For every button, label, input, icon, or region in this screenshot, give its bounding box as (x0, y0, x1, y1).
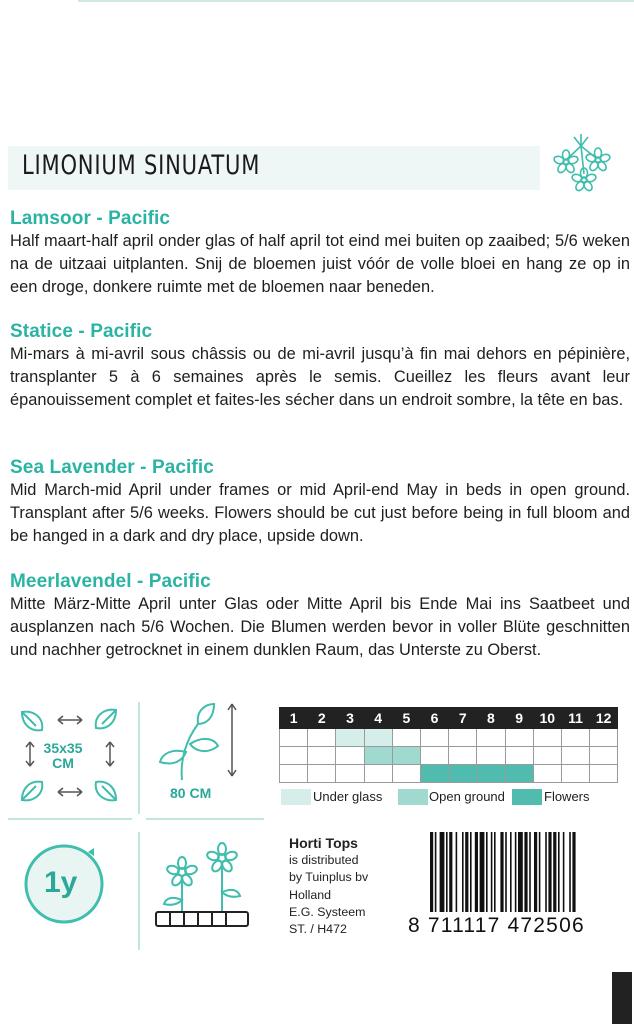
month-header: 12 (590, 708, 618, 729)
barcode-bar (529, 832, 531, 912)
legend-swatch (512, 789, 542, 805)
section-title: Lamsoor - Pacific (10, 208, 171, 229)
calendar-cell (533, 729, 561, 747)
height-label: 80 CM (170, 785, 212, 801)
calendar-cell (561, 729, 589, 747)
barcode-bar (510, 832, 512, 912)
calendar-row-under-glass (280, 729, 618, 747)
calendar-cell (561, 765, 589, 783)
barcode-bar (545, 832, 547, 912)
calendar-cell (364, 765, 392, 783)
legend-label: Flowers (544, 789, 590, 804)
barcode-bar (558, 832, 560, 912)
legend-label: Under glass (313, 789, 383, 804)
barcode-bar (505, 832, 507, 912)
calendar-cell (449, 729, 477, 747)
barcode-bar (430, 832, 433, 912)
barcode-bar (548, 832, 551, 912)
barcode-bar (449, 832, 452, 912)
barcode-bar (518, 832, 523, 912)
barcode-bar (500, 832, 503, 912)
brand-name: Horti Tops (289, 835, 358, 851)
legend-label: Open ground (429, 789, 505, 804)
calendar-row-flowers (280, 765, 618, 783)
calendar-cell (308, 729, 336, 747)
seedling-tray-icon (152, 836, 252, 936)
distributor-line: by Tuinplus bv (289, 870, 369, 885)
product-title: LIMONIUM SINUATUM (22, 150, 261, 181)
section-german (10, 570, 630, 661)
calendar-row-open-ground (280, 747, 618, 765)
spacing-label: 35x35 CM (43, 740, 83, 771)
month-header: 8 (477, 708, 505, 729)
panel-divider (146, 818, 264, 820)
month-header: 1 (280, 708, 308, 729)
panel-divider (138, 832, 140, 950)
barcode-bar (446, 832, 448, 912)
edge-mark (612, 972, 632, 1024)
section-title: Statice - Pacific (10, 321, 153, 342)
panel-divider (8, 818, 132, 820)
sowing-calendar (279, 707, 618, 783)
calendar-cell (590, 747, 618, 765)
calendar-cell (477, 747, 505, 765)
calendar-cell (420, 729, 448, 747)
distributor-line: is distributed (289, 853, 359, 868)
barcode-bar (465, 832, 468, 912)
calendar-cell (590, 729, 618, 747)
barcode-bar (470, 832, 472, 912)
section-text: Mid March-mid April under frames or mid April-end May in beds in open ground. Transplant after 5/6 weeks. Flowers should be cut just before being in full bloom and be hanged in a dark and dry place, upside down. (10, 481, 630, 545)
section-title: Meerlavendel - Pacific (10, 571, 211, 592)
section-title: Sea Lavender - Pacific (10, 457, 214, 478)
section-french (10, 320, 630, 411)
calendar-cell (392, 729, 420, 747)
legend-swatch (281, 789, 311, 805)
distributor-line: ST. / H472 (289, 922, 347, 937)
month-header: 4 (364, 708, 392, 729)
month-header: 11 (561, 708, 589, 729)
calendar-cell (280, 765, 308, 783)
section-text: Mi-mars à mi-avril sous châssis ou de mi-avril jusqu’à fin mai dehors en pépinière, transplanter 5 à 6 semaines après le semis. Cueillez les fleurs avant leur épanouissement complet et faites-les sécher dans un endroit sombre, la tête en bas. (10, 345, 630, 409)
barcode-bar (563, 832, 565, 912)
barcode-bar (539, 832, 541, 912)
flower-logo-icon (548, 132, 614, 198)
barcode-bar (553, 832, 556, 912)
calendar-cell (280, 747, 308, 765)
month-header: 5 (392, 708, 420, 729)
barcode-bar (486, 832, 488, 912)
barcode-bar (534, 832, 537, 912)
calendar-cell (505, 765, 533, 783)
calendar-cell (561, 747, 589, 765)
barcode-bar (494, 832, 496, 912)
month-header: 7 (449, 708, 477, 729)
top-divider-line (78, 0, 634, 2)
panel-divider (138, 702, 140, 814)
calendar-cell (505, 747, 533, 765)
barcode-bar (456, 832, 458, 912)
month-header: 3 (336, 708, 364, 729)
barcode-bar (435, 832, 437, 912)
legend-swatch (398, 789, 428, 805)
barcode-bar (515, 832, 517, 912)
calendar-cell (392, 765, 420, 783)
calendar-cell (280, 729, 308, 747)
distributor-line: E.G. Systeem (289, 904, 366, 919)
barcode-bar (524, 832, 527, 912)
month-header: 6 (420, 708, 448, 729)
month-header: 2 (308, 708, 336, 729)
calendar-cell (590, 765, 618, 783)
calendar-cell (308, 747, 336, 765)
barcode-bar (462, 832, 464, 912)
distributor-info (289, 835, 368, 938)
plant-height-icon (152, 700, 248, 784)
barcode (428, 832, 626, 916)
calendar-cell (449, 765, 477, 783)
section-text: Half maart-half april onder glas of half april tot eind mei buiten op zaaibed; 5/6 weken na de uitzaai uitplanten. Snij de bloemen juist vóór de volle bloei en hang ze op in een droge, donkere ruimte met de bloemen naar beneden. (10, 232, 630, 296)
barcode-bar (491, 832, 493, 912)
calendar-cell (336, 747, 364, 765)
calendar-cell (364, 747, 392, 765)
section-text: Mitte März-Mitte April unter Glas oder Mitte April bis Ende Mai ins Saatbeet und ausplanzen nach 5/6 Wochen. Die Blumen werden bevor in voller Blüte geschnitten und nachher getrocknet in einem dunklen Raum, das Unterste zu Oberst. (10, 595, 630, 659)
barcode-bar (480, 832, 485, 912)
calendar-cell (336, 765, 364, 783)
calendar-cell (420, 765, 448, 783)
calendar-cell (477, 765, 505, 783)
month-header: 10 (533, 708, 561, 729)
calendar-cell (364, 729, 392, 747)
barcode-bar (440, 832, 445, 912)
calendar-cell (420, 747, 448, 765)
barcode-bar (475, 832, 478, 912)
calendar-cell (505, 729, 533, 747)
calendar-cell (533, 747, 561, 765)
lifecycle-label: 1y (44, 866, 78, 899)
barcode-number: 8 711117 472506 (408, 914, 585, 937)
distributor-line: Holland (289, 887, 332, 902)
barcode-bar (572, 832, 575, 912)
calendar-cell (533, 765, 561, 783)
calendar-cell (392, 747, 420, 765)
calendar-cell (308, 765, 336, 783)
calendar-cell (336, 729, 364, 747)
section-dutch (10, 207, 630, 298)
barcode-bar (569, 832, 571, 912)
calendar-cell (477, 729, 505, 747)
month-header: 9 (505, 708, 533, 729)
section-english (10, 456, 630, 547)
calendar-cell (449, 747, 477, 765)
